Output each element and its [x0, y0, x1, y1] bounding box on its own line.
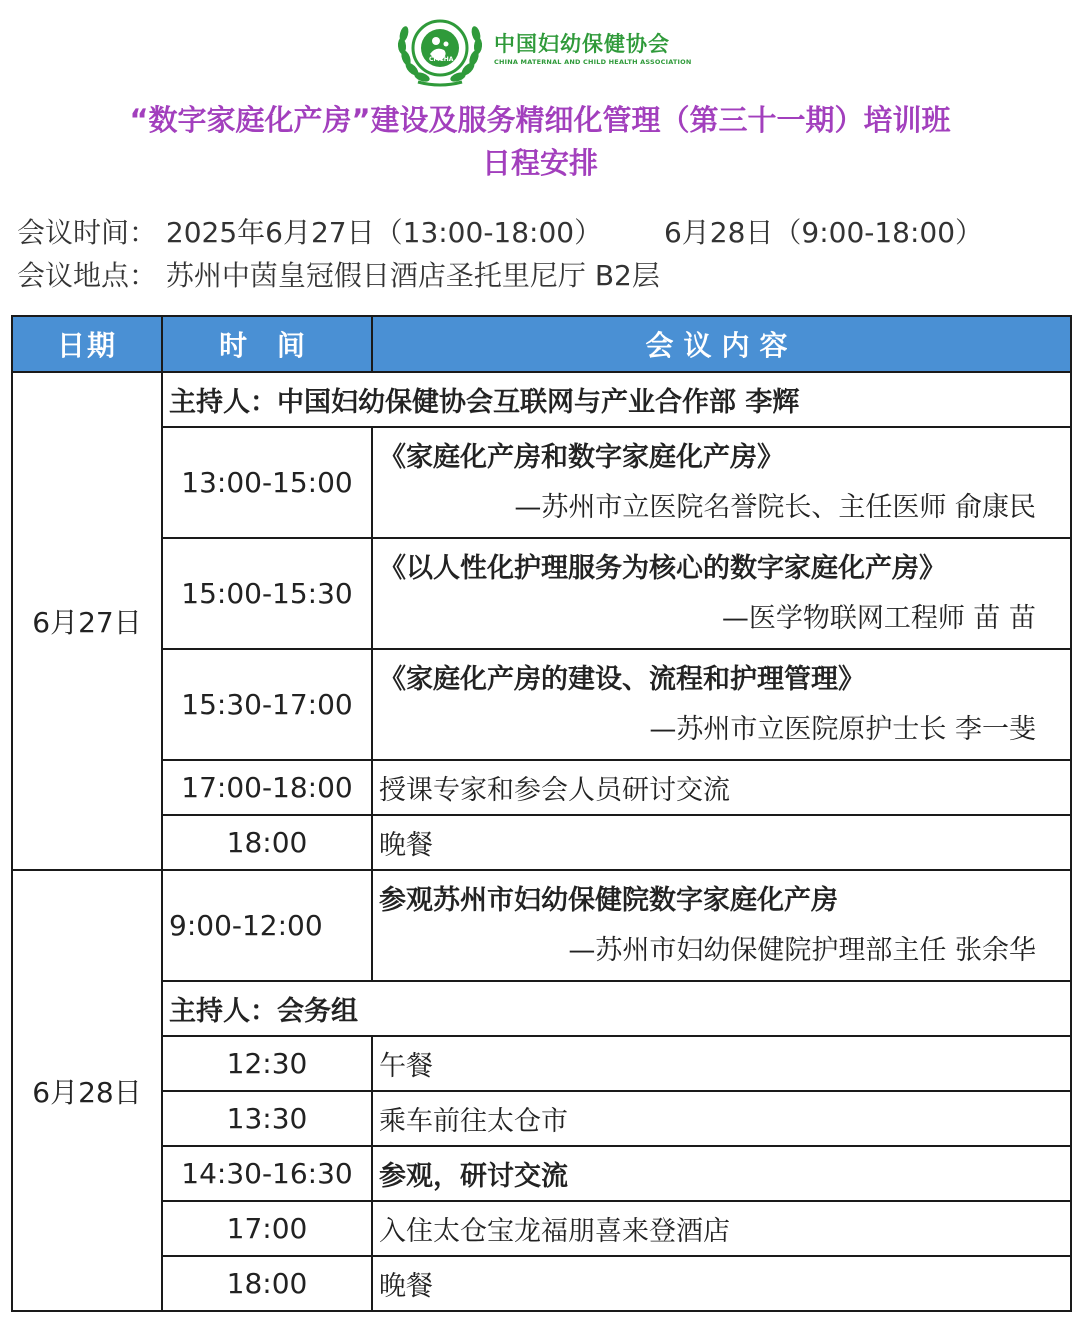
table-row	[12, 1256, 1071, 1311]
org-name-en: CHINA MATERNAL AND CHILD HEALTH ASSOCIATION	[494, 58, 692, 66]
row-time: 17:00-18:00	[162, 760, 372, 815]
row-content: 晚餐	[372, 1256, 1071, 1311]
talk-title: 《家庭化产房和数字家庭化产房》	[379, 441, 784, 473]
row-content: 参观，研讨交流	[372, 1146, 1071, 1201]
table-row	[12, 1091, 1071, 1146]
day2-date: 6月28日	[12, 870, 162, 1311]
table-row	[12, 760, 1071, 815]
row-content: 乘车前往太仓市	[372, 1091, 1071, 1146]
row-content: 晚餐	[372, 815, 1071, 870]
table-row	[12, 427, 1071, 538]
meeting-place-label: 会议地点：	[17, 259, 158, 292]
row-time: 12:30	[162, 1036, 372, 1091]
header-time: 时 间	[162, 316, 372, 372]
row-time: 13:30	[162, 1091, 372, 1146]
talk-speaker: —医学物联网工程师 苗 苗	[721, 602, 1036, 634]
row-content	[372, 649, 1071, 760]
table-header-row	[12, 316, 1071, 372]
day2-host: 主持人：会务组	[162, 981, 1071, 1036]
meeting-place-value: 苏州中茵皇冠假日酒店圣托里尼厅 B2层	[165, 259, 660, 292]
row-time: 13:00-15:00	[162, 427, 372, 538]
row-content: 授课专家和参会人员研讨交流	[372, 760, 1071, 815]
table-row	[12, 372, 1071, 427]
row-time: 15:30-17:00	[162, 649, 372, 760]
table-row	[12, 870, 1071, 981]
org-logo	[392, 10, 692, 88]
row-content: 午餐	[372, 1036, 1071, 1091]
row-time: 17:00	[162, 1201, 372, 1256]
talk-speaker: —苏州市立医院名誉院长、主任医师 俞康民	[514, 491, 1036, 523]
visit-speaker: —苏州市妇幼保健院护理部主任 张余华	[568, 934, 1036, 966]
header-date: 日期	[12, 316, 162, 372]
header-content: 会议内容	[372, 316, 1071, 372]
schedule-table	[11, 315, 1072, 1312]
meeting-time-label: 会议时间：	[17, 216, 158, 249]
talk-speaker: —苏州市立医院原护士长 李一斐	[649, 713, 1036, 745]
row-time: 14:30-16:30	[162, 1146, 372, 1201]
table-row	[12, 1146, 1071, 1201]
talk-title: 《以人性化护理服务为核心的数字家庭化产房》	[379, 552, 946, 584]
table-row	[12, 538, 1071, 649]
meeting-time-day1: 2025年6月27日（13:00-18:00）	[165, 216, 603, 249]
org-emblem-icon	[392, 10, 488, 88]
meeting-place	[17, 256, 660, 296]
meeting-time-day2: 6月28日（9:00-18:00）	[663, 216, 984, 249]
document-header	[0, 0, 1080, 195]
table-row	[12, 1036, 1071, 1091]
table-row	[12, 1201, 1071, 1256]
org-name-cn: 中国妇幼保健协会	[494, 32, 670, 56]
row-content	[372, 538, 1071, 649]
row-time: 9:00-12:00	[162, 870, 372, 981]
row-content	[372, 427, 1071, 538]
row-time: 15:00-15:30	[162, 538, 372, 649]
row-content: 入住太仓宝龙福朋喜来登酒店	[372, 1201, 1071, 1256]
page-title: “数字家庭化产房”建设及服务精细化管理（第三十一期）培训班	[129, 103, 951, 137]
page-subtitle: 日程安排	[481, 146, 598, 180]
row-time: 18:00	[162, 1256, 372, 1311]
table-row	[12, 981, 1071, 1036]
emblem-abbr: CMCHA	[429, 56, 454, 63]
table-row	[12, 649, 1071, 760]
row-content	[372, 870, 1071, 981]
day1-host: 主持人：中国妇幼保健协会互联网与产业合作部 李辉	[162, 372, 1071, 427]
org-name	[494, 31, 692, 67]
talk-title: 《家庭化产房的建设、流程和护理管理》	[379, 663, 865, 695]
day1-date: 6月27日	[12, 372, 162, 870]
row-time: 18:00	[162, 815, 372, 870]
visit-title: 参观苏州市妇幼保健院数字家庭化产房	[379, 884, 838, 916]
meeting-time	[17, 213, 983, 253]
table-row	[12, 815, 1071, 870]
